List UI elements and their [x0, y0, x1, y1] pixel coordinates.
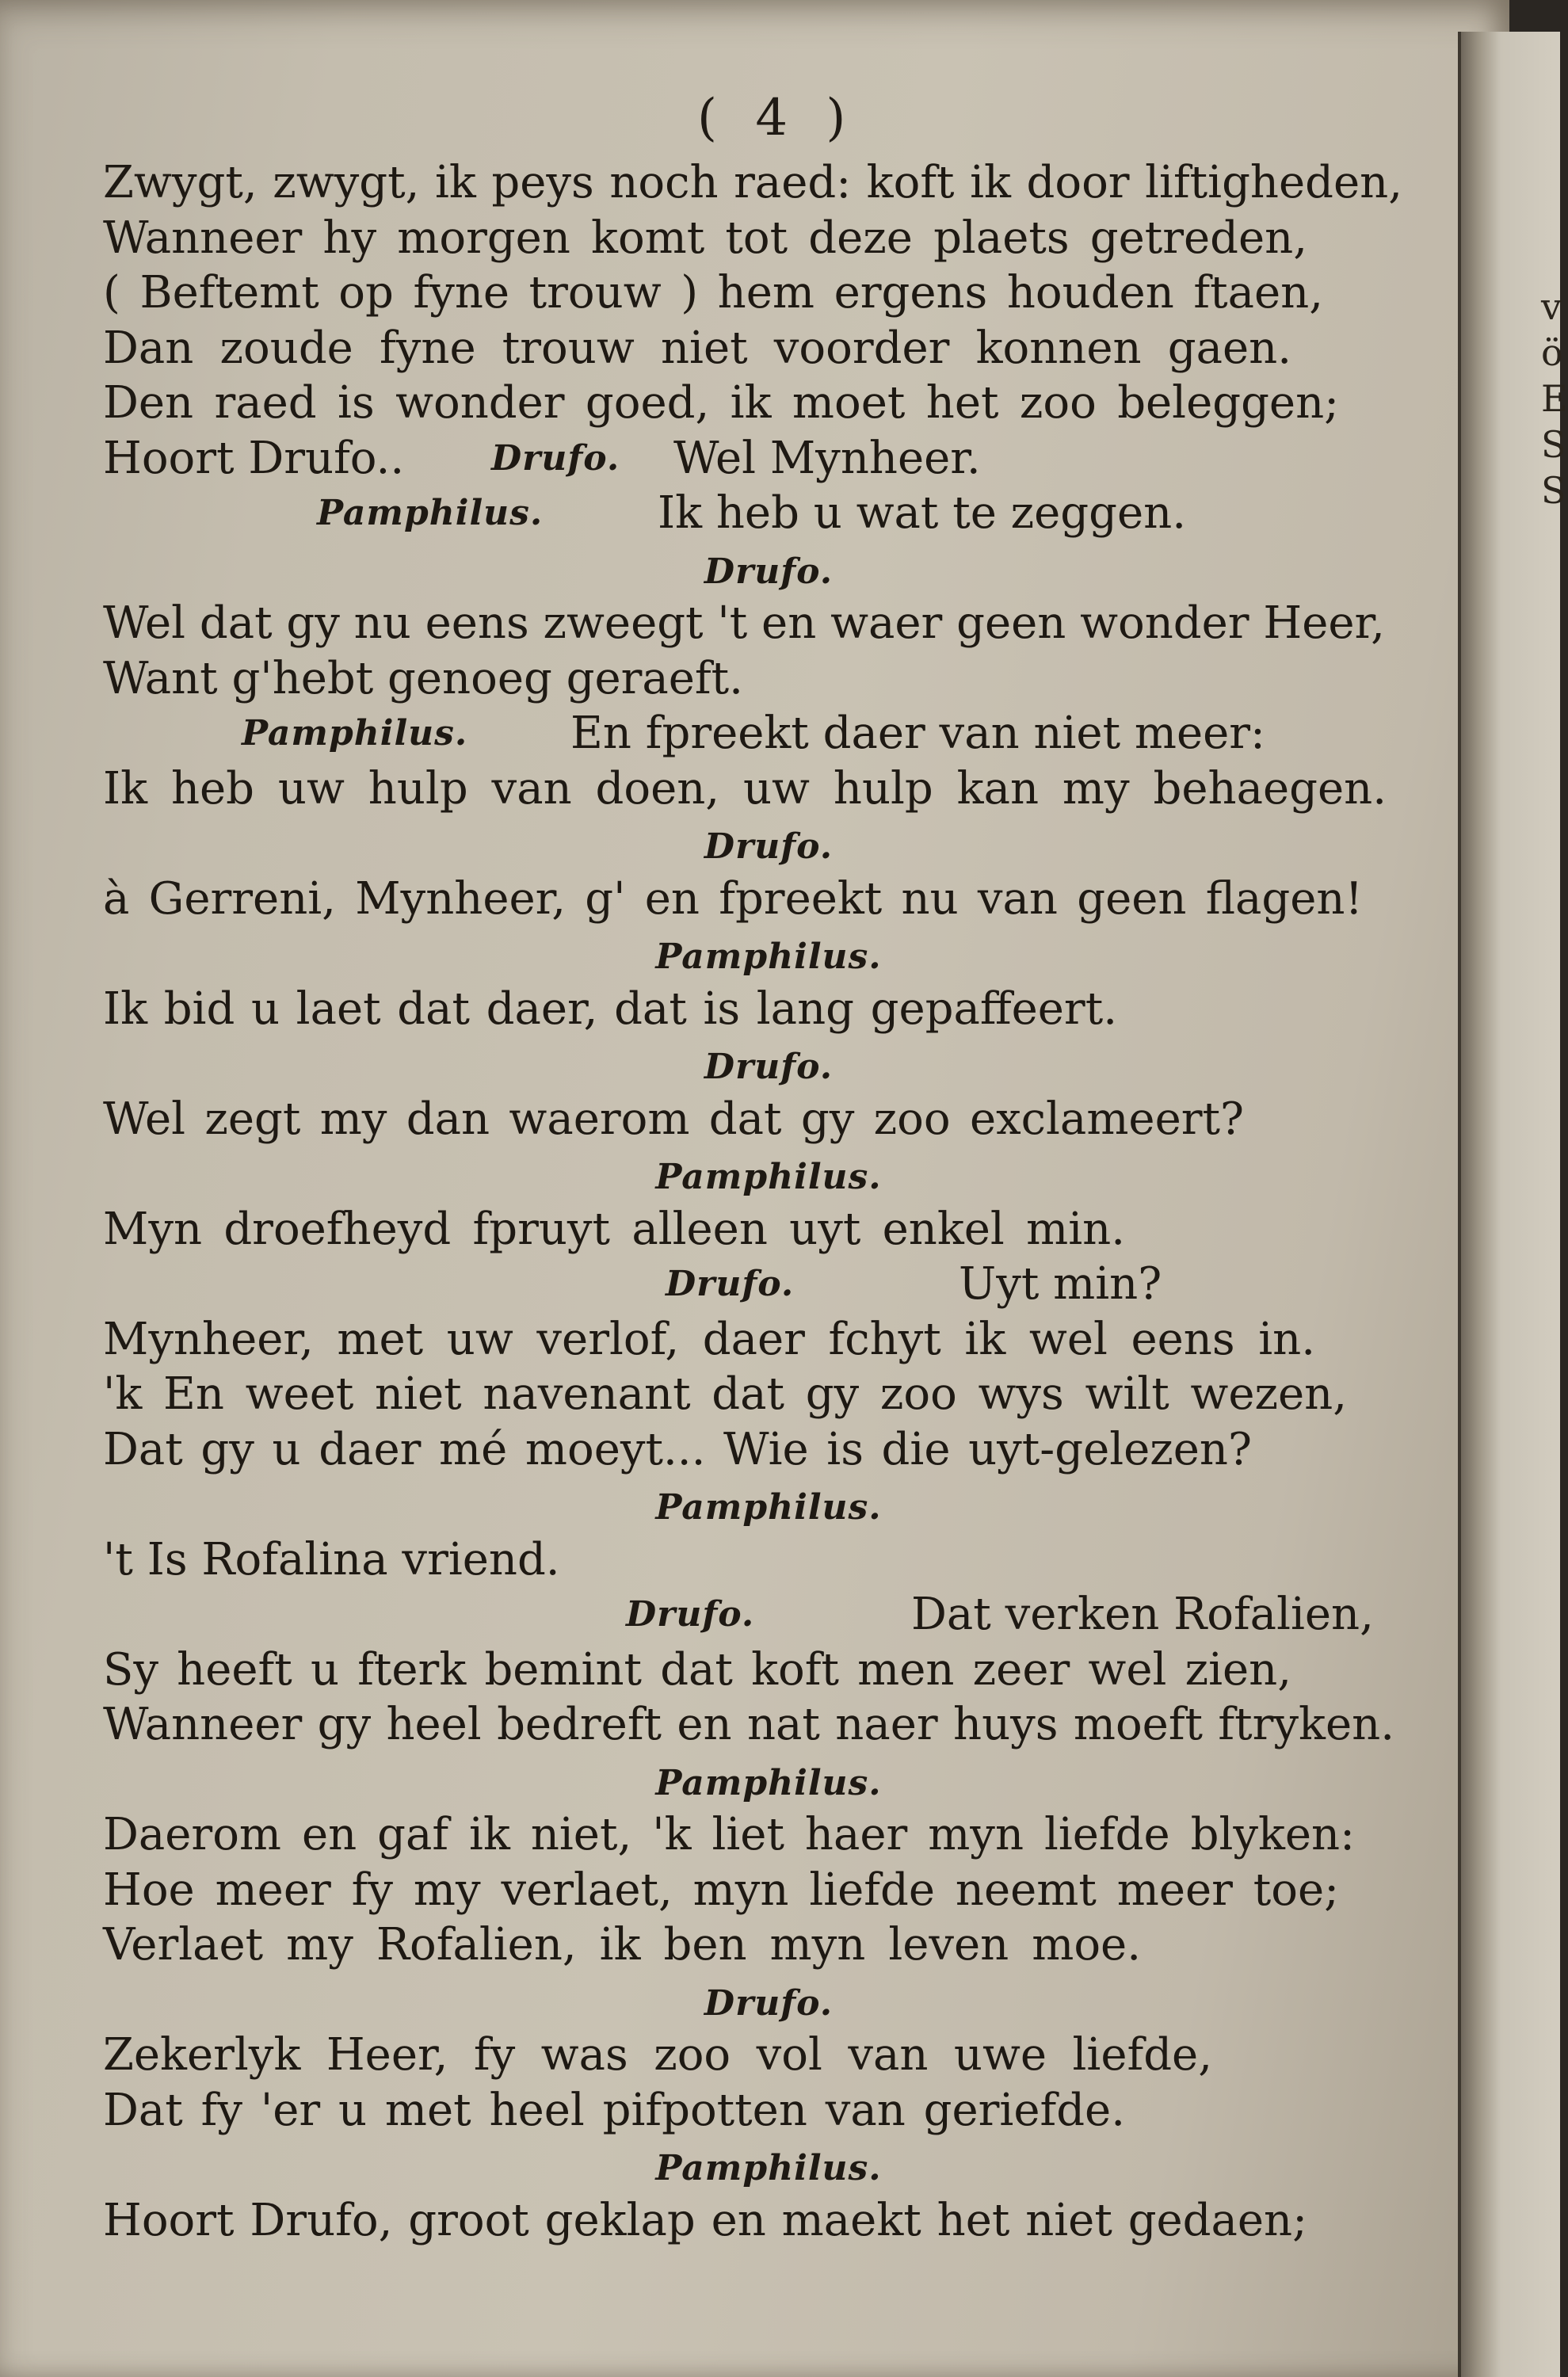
line-text: Dat gy u daer mé moeyt... Wie is die uyt-gelezen? — [103, 1423, 1252, 1475]
verse-line — [103, 1477, 1434, 1532]
verse-line — [103, 1312, 1434, 1368]
verse-line — [103, 651, 1434, 707]
page-number: ( 4 ) — [697, 89, 857, 147]
line-text: Wanneer gy heel bedreft en nat naer huys moeft ftryken. — [103, 1699, 1394, 1750]
line-text: En fpreekt daer van niet meer: — [570, 708, 1265, 759]
speaker-name: Drufo. — [704, 1982, 834, 2024]
edge-letter: E — [1541, 377, 1568, 420]
verse-line — [103, 2083, 1434, 2139]
verse-line — [103, 596, 1434, 651]
line-text: Zwygt, zwygt, ik peys noch raed: koft ik door liftigheden, — [103, 157, 1402, 208]
line-text: Verlaet my Rofalien, ik ben myn leven moe. — [103, 1919, 1141, 1971]
verse-line — [103, 2028, 1434, 2083]
verse-line — [103, 431, 1434, 486]
verse-line — [103, 2193, 1434, 2249]
verse-line — [103, 1807, 1434, 1863]
line-text: Want g'hebt genoeg geraeft. — [103, 652, 743, 704]
verse-line — [103, 926, 1434, 982]
speaker-name: Pamphilus. — [655, 1157, 882, 1197]
line-text: Hoe meer fy my verlaet, myn liefde neemt meer toe; — [103, 1864, 1339, 1916]
verse-line — [103, 211, 1434, 266]
line-text: 't Is Rofalina vriend. — [103, 1533, 560, 1585]
line-text: Sy heeft u fterk bemint dat koft men zeer wel zien, — [103, 1643, 1291, 1696]
verse-line — [103, 872, 1434, 927]
edge-letter: S — [1541, 423, 1566, 466]
line-text: Daerom en gaf ik niet, 'k liet haer myn liefde blyken: — [103, 1809, 1355, 1860]
line-text: Dat verken Rofalien, — [911, 1589, 1374, 1640]
verse-line — [103, 1202, 1434, 1257]
line-text: Uyt min? — [959, 1258, 1162, 1310]
verse-line — [103, 1257, 1434, 1312]
verse-line — [103, 1973, 1434, 2028]
verse-line — [103, 265, 1434, 321]
line-text: Zekerlyk Heer, fy was zoo vol van uwe liefde, — [103, 2029, 1212, 2081]
line-text: Myn droefheyd fpruyt alleen uyt enkel min. — [103, 1203, 1125, 1255]
speaker-name: Pamphilus. — [242, 713, 468, 754]
line-text: Wanneer hy morgen komt tot deze plaets getreden, — [103, 212, 1307, 264]
line-text: Dat fy 'er u met heel pifpotten van geriefde. — [103, 2084, 1125, 2136]
speaker-name: Pamphilus. — [655, 2148, 882, 2188]
verse-line — [103, 1643, 1434, 1698]
verse-line — [103, 982, 1434, 1037]
verse-line — [103, 1587, 1434, 1643]
speaker-name: Pamphilus. — [655, 937, 882, 977]
verse-line — [103, 1147, 1434, 1202]
speaker-name: Pamphilus. — [317, 493, 544, 533]
edge-letter: ö — [1541, 331, 1563, 374]
verse-line — [103, 541, 1434, 597]
line-text: Ik heb uw hulp van doen, uw hulp kan my behaegen. — [103, 762, 1387, 815]
verse-line — [103, 1422, 1434, 1478]
verse-line — [103, 761, 1434, 817]
verse-line — [103, 1036, 1434, 1092]
verse-line — [103, 1367, 1434, 1422]
verse-line — [103, 1753, 1434, 1808]
line-text: ( Beftemt op fyne trouw ) hem ergens houden ftaen, — [103, 267, 1323, 319]
line-text: Mynheer, met uw verlof, daer fchyt ik wel eens in. — [103, 1313, 1315, 1365]
line-text: Wel dat gy nu eens zweegt 't en waer geen wonder Heer, — [103, 597, 1385, 649]
speaker-name: Drufo. — [491, 437, 620, 479]
line-text: Wel zegt my dan waerom dat gy zoo exclameert? — [103, 1093, 1244, 1145]
verse-text — [103, 155, 1434, 2248]
line-text: Hoort Drufo.. — [103, 432, 405, 484]
verse-line — [103, 321, 1434, 376]
edge-letter: S — [1541, 469, 1566, 512]
verse-line — [103, 2138, 1434, 2193]
speaker-name: Drufo. — [626, 1594, 755, 1635]
verse-line — [103, 1532, 1434, 1588]
line-text: Dan zoude fyne trouw niet voorder konnen gaen. — [103, 322, 1291, 374]
speaker-name: Drufo. — [666, 1264, 795, 1304]
verse-line — [103, 816, 1434, 872]
verse-line — [103, 486, 1434, 541]
line-text: Ik bid u laet dat daer, dat is lang gepaffeert. — [103, 982, 1117, 1035]
speaker-name: Pamphilus. — [655, 1762, 882, 1803]
line-text: Den raed is wonder goed, ik moet het zoo beleggen; — [103, 377, 1339, 429]
line-text: 'k En weet niet navenant dat gy zoo wys wilt wezen, — [103, 1368, 1347, 1420]
line-text: à Gerreni, Mynheer, g' en fpreekt nu van geen flagen! — [103, 872, 1363, 925]
edge-letter: v — [1541, 285, 1562, 328]
verse-line — [103, 1092, 1434, 1147]
verse-line — [103, 1863, 1434, 1918]
verse-line — [103, 1697, 1434, 1753]
speaker-name: Drufo. — [704, 826, 834, 867]
verse-line — [103, 706, 1434, 761]
verse-line — [103, 1917, 1434, 1973]
speaker-name: Pamphilus. — [655, 1487, 882, 1528]
verse-line — [103, 155, 1434, 211]
speaker-name: Drufo. — [704, 1047, 834, 1087]
facing-page-letters — [1541, 285, 1568, 515]
line-text: Hoort Drufo, groot geklap en maekt het niet gedaen; — [103, 2194, 1307, 2246]
speaker-name: Drufo. — [704, 551, 834, 592]
line-text: Ik heb u wat te zeggen. — [658, 487, 1186, 539]
verse-line — [103, 376, 1434, 431]
line-text: Wel Mynheer. — [673, 432, 981, 484]
